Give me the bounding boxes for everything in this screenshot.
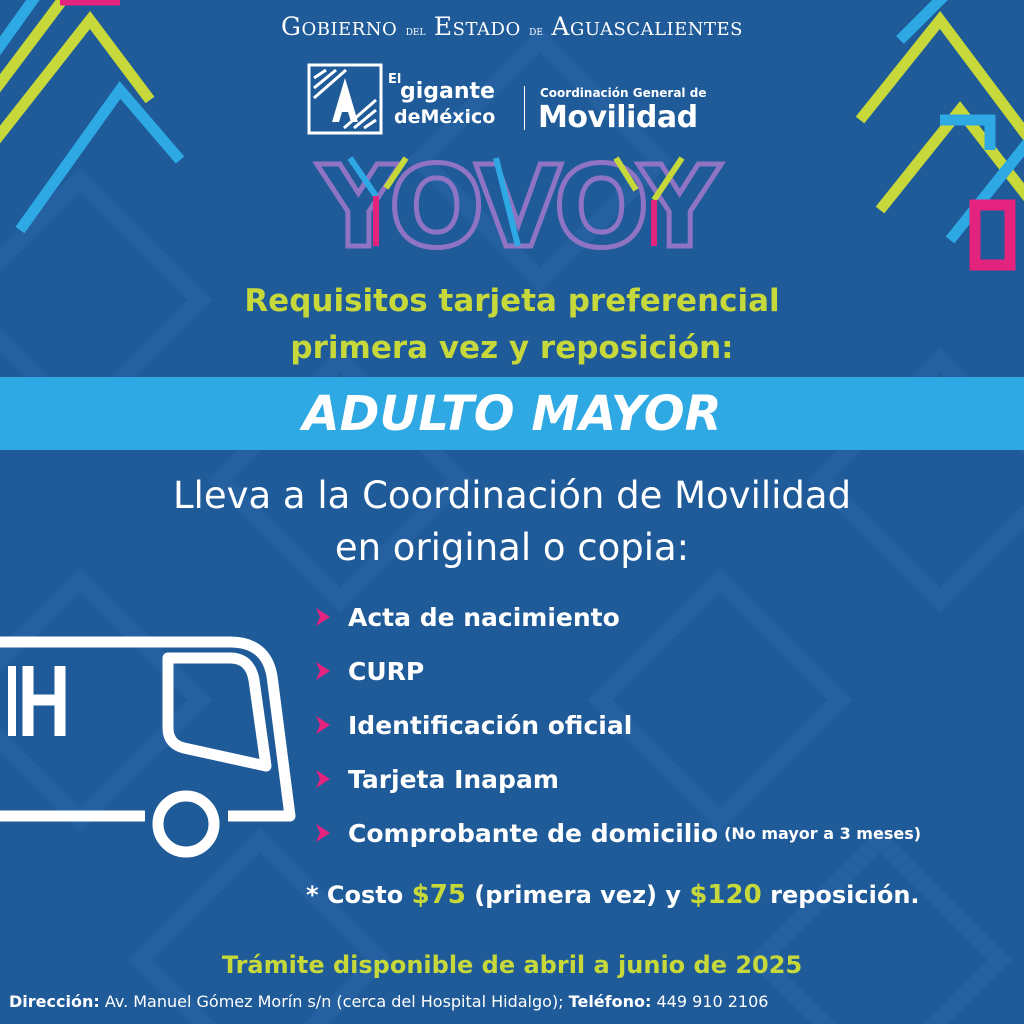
list-item — [314, 806, 921, 860]
cost-suffix: reposición. — [770, 881, 920, 909]
cost-price-replacement: $120 — [689, 880, 762, 910]
phone-value: 449 910 2106 — [656, 992, 769, 1011]
chevron-right-icon — [314, 606, 332, 628]
header-estado: Estado — [433, 12, 521, 41]
requirement-note: (No mayor a 3 meses) — [724, 823, 922, 843]
requirements-list — [314, 590, 921, 860]
movilidad-label: Movilidad — [538, 100, 698, 135]
instructions-line-1: Lleva a la Coordinación de Movilidad — [172, 474, 852, 517]
requirement-label: Comprobante de domicilio — [348, 818, 719, 848]
cost-middle: (primera vez) y — [474, 881, 682, 909]
category-banner — [0, 377, 1024, 450]
header-aguascalientes: Aguascalientes — [551, 12, 744, 41]
list-item — [314, 590, 921, 644]
bus-icon — [0, 636, 310, 876]
list-item — [314, 644, 921, 698]
header-de: de — [529, 24, 543, 39]
subtitle-line-1: Requisitos tarjeta preferencial — [244, 283, 780, 319]
yovoy-logo — [317, 143, 715, 273]
logo-separator — [524, 86, 525, 130]
logo-text-el: El — [388, 72, 402, 87]
address-label: Dirección: — [9, 992, 100, 1011]
chevron-right-icon — [314, 660, 332, 682]
cost-line — [306, 880, 920, 910]
government-header — [0, 12, 1024, 41]
requirement-label: Identificación oficial — [348, 710, 633, 740]
chevron-right-icon — [314, 768, 332, 790]
address-line — [9, 992, 768, 1011]
header-gobierno: Gobierno — [280, 12, 398, 41]
cost-price-first: $75 — [411, 880, 466, 910]
requirement-label: Acta de nacimiento — [348, 602, 620, 632]
banner-text: ADULTO MAYOR — [302, 385, 722, 442]
chevron-right-icon — [314, 822, 332, 844]
coordination-label: Coordinación General de — [540, 86, 707, 100]
instructions — [0, 470, 1024, 574]
yovoy-logo-text: YOVOY — [317, 143, 715, 273]
logo-text-de-mexico: deMéxico — [394, 106, 496, 128]
header-del: del — [405, 24, 426, 39]
state-logo-icon — [308, 64, 382, 134]
requirements-subtitle — [0, 278, 1024, 372]
chevron-right-icon — [314, 714, 332, 736]
logo-text-gigante: gigante — [400, 79, 495, 104]
address-value: Av. Manuel Gómez Morín s/n (cerca del Hospital Hidalgo); — [104, 992, 564, 1011]
phone-label: Teléfono: — [568, 992, 652, 1011]
instructions-line-2: en original o copia: — [334, 526, 690, 569]
list-item — [314, 698, 921, 752]
list-item — [314, 752, 921, 806]
requirement-label: Tarjeta Inapam — [348, 764, 559, 794]
cost-prefix: * Costo — [306, 881, 404, 909]
subtitle-line-2: primera vez y reposición: — [290, 330, 734, 366]
requirement-label: CURP — [348, 656, 425, 686]
availability-notice: Trámite disponible de abril a junio de 2025 — [221, 951, 803, 979]
